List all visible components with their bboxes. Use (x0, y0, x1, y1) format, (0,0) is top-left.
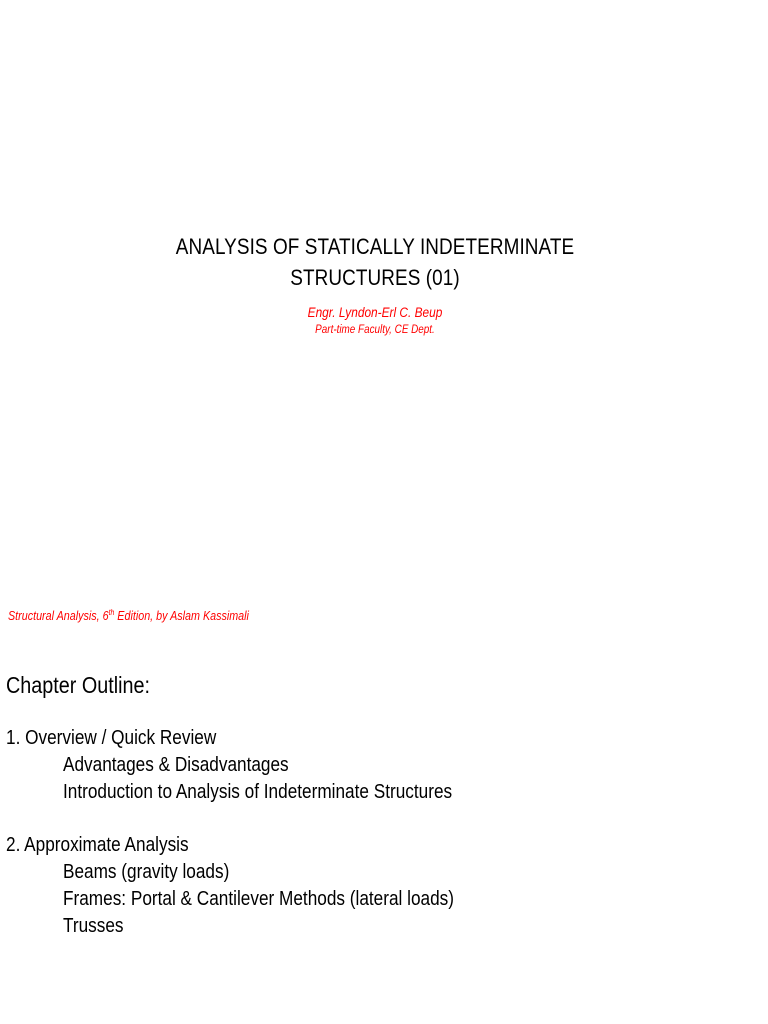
outline-item-2-3: Trusses (63, 915, 124, 937)
reference-text-end: Edition, by Aslam Kassimali (114, 609, 249, 623)
outline-section-2: 2. Approximate Analysis (6, 834, 189, 856)
outline-item-1-1: Advantages & Disadvantages (63, 754, 289, 776)
textbook-reference (8, 608, 249, 623)
outline-item-2-2: Frames: Portal & Cantilever Methods (lateral loads) (63, 888, 454, 910)
outline-item-1-2: Introduction to Analysis of Indeterminate Structures (63, 781, 453, 803)
outline-section-1: 1. Overview / Quick Review (6, 727, 217, 749)
author-name: Engr. Lyndon-Erl C. Beup (307, 305, 443, 320)
document-title-line-2: STRUCTURES (01) (290, 265, 460, 290)
chapter-outline-heading: Chapter Outline: (6, 672, 151, 698)
author-affiliation: Part-time Faculty, CE Dept. (315, 324, 435, 336)
outline-item-2-1: Beams (gravity loads) (63, 861, 230, 883)
reference-superscript: th (108, 608, 115, 617)
document-title-line-1: ANALYSIS OF STATICALLY INDETERMINATE (175, 234, 575, 259)
reference-text-start: Structural Analysis, 6 (8, 609, 109, 623)
